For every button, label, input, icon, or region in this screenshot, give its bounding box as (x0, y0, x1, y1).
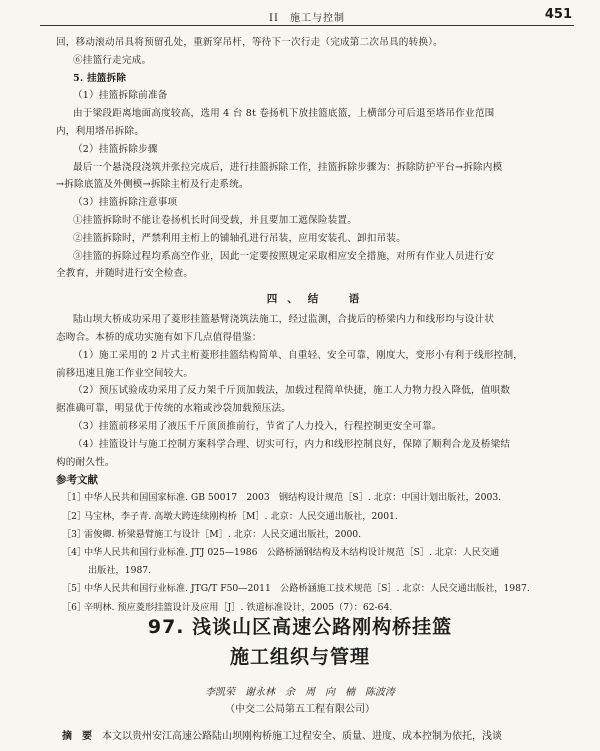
reference-text: 中华人民共和国国家标准. GB 50017 2003 钢结构设计规范［S］. 北京：中国计划出版社，2003. (84, 492, 502, 504)
reference-text: 马宝林，李子青. 高墩大跨连续刚构桥［M］. 北京：人民交通出版社，2001. (84, 510, 398, 522)
article-affiliation: （中交二公局第五工程有限公司） (225, 704, 375, 715)
text-line: ②挂篮拆除时，严禁利用主桁上的铺轴孔进行吊装，应用安装孔、卸扣吊装。 (73, 232, 406, 244)
text-line: 回，移动滚动吊具将预留孔处，重新穿吊杆，等待下一次行走（完成第二次吊具的转换）。 (56, 37, 443, 48)
abstract-text: 本文以贵州安江高速公路陆山坝刚构桥施工过程安全、质量、进度、成本控制为依托，浅谈 (102, 731, 502, 742)
article-authors: 李凯荣 谢永林 余 周 向 楠 陈波涛 (205, 687, 395, 698)
references-list (62, 489, 574, 616)
article-title-line-2: 施工组织与管理 (229, 646, 370, 668)
reference-number: ［5］ (62, 583, 87, 595)
construction-section (56, 34, 574, 283)
reference-number: ［1］ (62, 492, 87, 504)
body-text (56, 34, 574, 617)
reference-continuation: 出版社，1987. (88, 565, 152, 577)
text-line: 内，利用塔吊拆除。 (56, 125, 145, 137)
text-line: ③挂篮的拆除过程均系高空作业，因此一定要按照规定采取相应安全措施，对所有作业人员进行安 (73, 250, 495, 262)
reference-number: ［3］ (62, 528, 87, 540)
text-line: 陆山坝大桥成功采用了菱形挂篮悬臂浇筑法施工，经过监测，合拢后的桥梁内力和线形均与设计状 (73, 314, 495, 326)
reference-text: 雷俊卿. 桥梁悬臂施工与设计［M］. 北京：人民交通出版社，2000. (84, 528, 362, 540)
text-line: （4）挂篮设计与施工控制方案科学合理、切实可行，内力和线形控制良好，保障了顺利合龙及桥梁结 (73, 438, 511, 450)
conclusion-heading: 四、结 语 (266, 293, 370, 306)
text-line: （1）挂篮拆除前准备 (73, 90, 168, 102)
reference-text: 中华人民共和国行业标准. JTJ 025—1986 公路桥涵钢结构及木结构设计规范［S］. 北京：人民交通 (84, 546, 500, 558)
reference-text: 辛明林. 预应菱形挂篮设计及应用［J］. 铁道标准设计，2005（7）：62-64. (84, 601, 393, 613)
page-number: 451 (544, 7, 572, 22)
text-line: （3）挂篮拆除注意事项 (73, 197, 178, 209)
reference-number: ［6］ (62, 601, 87, 613)
text-line: （2）预压试验成功采用了反力架千斤顶加载法，加载过程简单快捷，施工人力物力投入降低，值唄数 (73, 385, 511, 397)
text-line: 全教育，并随时进行安全检查。 (56, 268, 194, 280)
reference-item (62, 580, 574, 598)
reference-text: 中华人民共和国行业标准. JTG/T F50—2011 公路桥涵施工技术规范［S］. 北京：人民交通出版社，1987. (84, 583, 530, 595)
text-line: 构的耐久性。 (56, 456, 115, 468)
text-line: ①挂篮拆除时不能让卷扬机长时间受载，并且要加工遮保险装置。 (73, 214, 358, 226)
running-header (40, 7, 574, 26)
text-line: 态吻合。本桥的成功实施有如下几点值得借鉴： (56, 331, 262, 343)
text-line: 最后一个悬浇段浇筑并张拉完成后，进行挂篮拆除工作，挂篮拆除步骤为：拆除防护平台→拆除内模 (73, 161, 503, 173)
reference-number: ［4］ (62, 546, 87, 558)
references-heading: 参考文献 (56, 474, 98, 487)
text-line: （1）施工采用的 2 片式主桁菱形挂篮结构简单、自重轻、安全可靠，刚度大，变形小有利于线形控制， (73, 349, 524, 361)
reference-item (62, 508, 574, 526)
text-line: 由于梁段距离地面高度较高，选用 4 台 8t 卷扬机下放挂篮底篮，上横部分可后退至塔吊作业范围 (73, 108, 495, 120)
article-title-line-1: 97. 浅谈山区高速公路刚构桥挂篮 (147, 616, 453, 638)
text-line: 5. 挂篮拆除 (73, 72, 127, 84)
text-line: →拆除底篮及外侧模→拆除主桁及行走系统。 (56, 179, 249, 191)
reference-item (62, 544, 574, 562)
reference-item (62, 526, 574, 544)
reference-item (62, 489, 574, 507)
text-line: ⑥挂篮行走完成。 (73, 54, 152, 66)
text-line: （2）挂篮拆除步骤 (73, 143, 158, 155)
running-title: II 施工与控制 (269, 13, 345, 24)
text-line: 据准确可靠，明显优于传统的水箱或沙袋加载预压法。 (56, 403, 292, 415)
reference-number: ［2］ (62, 510, 87, 522)
abstract-label: 摘 要 (62, 731, 92, 742)
text-line: （3）挂篮前移采用了液压千斤顶顶推前行，节省了人力投入，行程控制更安全可靠。 (73, 420, 442, 432)
text-line: 前移迅速且施工作业空间较大。 (56, 367, 194, 379)
conclusion-section (56, 311, 574, 471)
abstract (62, 727, 580, 742)
